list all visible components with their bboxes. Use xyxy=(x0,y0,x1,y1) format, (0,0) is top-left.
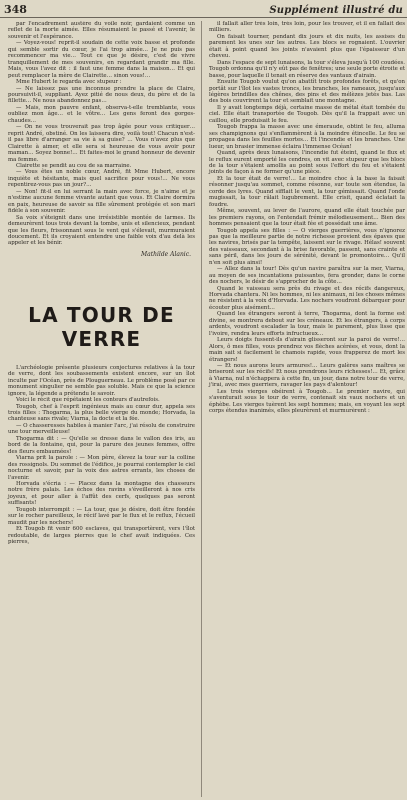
legend-paragraph: Tougob appela ses filles : — O vierges guerrières, vous n'ignorez pas que la meilleure partie de notre richesse provient des épaves que les navires, brisés par la tempête, laissent sur le rivage. Hélas! souvent des vaisseaux, secondant à la brise favorable, passent, sans crainte et sans péril, dans les jours de sérénité, devant le promontoire… Qu'il n'en soit plus ainsi! xyxy=(209,227,405,266)
legend-paragraph: Et la tour était de verre!… Le moindre choc à la base la faisait résonner jusqu'au sommet, comme résonne, sur toute son étendue, la corde des lyres. Quand sifflait le vent, la tour gémissait. Quand l'onde mugissait, la tour râlait lugubrement. Elle crisit, quand éclatait la foudre. xyxy=(209,175,405,208)
left-column xyxy=(0,21,202,797)
story-paragraph: — Non! fit-il en lui serrant la main avec force, je n'aime et je n'estime aucune femme vivante autant que vous. Et Claire dormira en paix, heureuse de savoir sa fille sûrement protégée et son mari fidèle à son souvenir. xyxy=(8,188,195,215)
legend-paragraph: Quand le vaisseau sera près du rivage et des récifs dangereux, Horvada chantera. Ni les hommes, ni les animaux, ni les choses mêmes ne résistent à la voix d'Horvada. Les nochers voudront débarquer pour écouter plus aisément… xyxy=(209,285,405,311)
legend-paragraph: Et Tougob fit venir 600 esclaves, qui transportèrent, vers l'îlot redoutable, de larges pierres que le chef avait indiquées. Ces pierres, xyxy=(8,526,195,546)
legend-paragraph: il fallait aller très loin, très loin, pour les trouver, et il en fallait des milliers. xyxy=(209,21,405,34)
legend-paragraph: Voici le récit que répétaient les conteurs d'autrefois. xyxy=(16,397,160,404)
story-paragraph: — Ne laissez pas une inconnue prendre la place de Claire, poursuivit-il, suppliant. Ayez pitié de nous deux, du père et de la fillette… Ne nous abandonnez pas… xyxy=(8,85,195,105)
page-number: 348 xyxy=(4,3,27,16)
section-title: LA TOUR DE VERRE xyxy=(28,302,175,351)
legend-paragraph: — Allez dans la tour! Dès qu'un navire paraîtra sur la mer, Viarna, au moyen de ses incantations puissantes, fera gronder, dans le corne des nochers, le désir de s'approcher de la côte… xyxy=(209,266,405,286)
publication-title: Supplément illustré du xyxy=(269,5,403,16)
legend-paragraph: Leurs doigts fussent-ils d'airain glisseront sur la paroi de verre!… Alors, ô mes filles, vous prendrez vos flèches acérées, et vous, dont la main sait si facilement le chamois rapide, vous frapperez de mort les étrangers! xyxy=(209,337,405,363)
legend-paragraph: — Et nous aurons leurs armures!… Leurs galères sans maîtres se briseront sur les récifs! Et nous prendrons leurs richesses!… Et, grâce à Viarna, nul n'échappera à cette fin, un jour, dans notre tour de verre, j'irai, avec mes guerriers, ravager les pays d'alentour! xyxy=(209,363,405,389)
right-column xyxy=(202,21,407,797)
legend-paragraph: Il y avait longtemps déjà, certaine masse de métal était tombée du ciel. Elle était transportée de Tougob. Dès qu'il la frappait avec un caillou, elle produisait le feu. xyxy=(209,104,405,124)
legend-paragraph: Quand les étrangers seront à terre, Thogarma, dont la forme est divine, se montrera debout sur les créneaux. Et les étrangers, à corps ardents, voudront escalader la tour, mais le parement, plus lisse que l'ivoire, rendra leurs efforts infructueux… xyxy=(209,311,405,337)
legend-paragraph: Ensuite Tougob voulut qu'on abattît trois profondes forêts, et qu'on portât sur l'îlot les vastes troncs, les branches, les rameaux, jusqu'aux légères brindilles des chênes, des pins et des mélèzes jetés bas. Las des bois couvrirent la tour et semblait une montagne. xyxy=(209,79,405,105)
story-paragraph: Sa voix s'éteignit dans une irrésistible montée de larmes. Ils demeurèrent tous trois devant la tombe, unis et silencieux, pendant que les fleurs, frissonnant sous le vent qui s'élevait, murmuraient doucement. Et ils croyaient entendre une faible voix d'au delà les appeler et les bénir. xyxy=(8,214,195,247)
page-header xyxy=(0,0,407,18)
legend-paragraph: Dans l'espace de sept lunaisons, la tour s'éleva jusqu'à 100 coudées. Tougob ordonna qu'il n'y eût pas de fenêtres; une seule porte étroite et basse, pour laquelle il tenait en réserve des vantaux d'airain. xyxy=(209,59,405,79)
story-paragraph: Mme Hubert le regarda avec stupeur : xyxy=(16,79,122,86)
legend-paragraph: Tougob frappa la masse avec une émeraude, obtint le feu, alluma ses champignons qui s'enflammèrent à la moindre étincelle. Le feu se propagea dans les feuilles mortes… Et l'incendie et les branches. Une lueur, un brasier immense éclaira l'immense Océan! xyxy=(209,124,405,150)
legend-paragraph: Viarna prit la parole : — Mon père, élevez la tour sur la colline des rossignols. Du sommet de l'édifice, je pourrai contempler le ciel nocturne et savoir, par la voix des astres errants, les choses de l'avenir. xyxy=(8,455,195,481)
story-paragraph: Clairette se pendit au cou de sa marraine. xyxy=(16,162,132,169)
author-signature: Mathilde Alanic. xyxy=(140,250,191,258)
legend-paragraph: On faisait tourner, pendant dix jours et dix nuits, les assises du parement les unes sur les autres. Les blocs se rognaient. L'ouvrier était à point quand les joints n'avaient plus que l'épaisseur d'un cheveu. xyxy=(209,33,405,60)
story-paragraph: — Mais, mon pauvre enfant, observa-t-elle tremblante, vous oubliez mon âge… et le vôtre… Les gens feront des gorges-chaudes… xyxy=(8,104,195,124)
legend-paragraph: Même, souvent, au lever de l'aurore, quand elle était touchée par les premiers rayons, on l'entendait frémir mélodieusement… Bien des hommes pensaient que la tour était fée et possédait une âme. xyxy=(209,208,405,228)
legend-paragraph: Quand, après deux lunaisons, l'incendie fut éteint, quand le flux et le reflux eurent emporté les cendres, on vit avec stupeur que les blocs de la tour s'étaient amollis au point sous l'effort du feu et s'étaient joints de façon à ne former qu'une pièce. xyxy=(209,150,405,176)
story-paragraph: — On ne vous trouverait pas trop âgée pour vous critiquer… reprit André, obstiné. On les laissera dire, voilà tout! Chacun n'est-il pas libre d'arranger sa vie à sa guise? … Vous n'avez plus que Clairette à aimer, et elle sera si heureuse de vous avoir pour maman… Soyez bonne!… Et faites-moi le grand honneur de devenir ma femme. xyxy=(8,124,195,163)
story-paragraph: par l'encadrement austère du voile noir, gardaient comme un reflet de la morte aimée. Elles résumaient le passé et l'avenir, le souvenir et l'espérance. xyxy=(8,21,195,40)
legend-paragraph: Horvada s'écria : — Placez dans la montagne des chasseurs notre frère palais. Les échos des ravins s'éveilleront à nos cris joyeux, et pour aller à l'affût des cerfs, quelques pas seront suffisants! xyxy=(8,481,195,507)
legend-paragraph: Tougob interrompit : — La tour, que je désire, doit être fondée sur le rocher pareilleux, le récif lavé par le flux et le reflux, l'écueil maudit par les nochers! xyxy=(8,506,195,526)
legend-paragraph: L'archéologie présente plusieurs conjectures relatives à la tour de verre, dont les soubassements existent encore, sur un îlot inculte par l'Océan, près de Plouguerneau. Le problème posé par ce monument singulier ne semble pas soluble. Mais ce que la science ignore, la légende a prétendu le savoir. xyxy=(8,364,195,397)
story-paragraph: — Vous êtes un noble cœur, André, fit Mme Hubert, encore inquiète et hésitante, mais quel sacrifice pour vous!… Ne vous repentirez-vous pas un jour?… xyxy=(8,169,195,189)
legend-paragraph: Les trois vierges obéirent à Tougob… Le premier navire, qui s'aventurait sous le tour de verre, contenait six vaux nochers et un éphèbe. Les vierges tuèrent les sept hommes; mais, en voyant les sept corps étendus inanimés, elles pleurèrent et murmurèrent : xyxy=(209,388,405,415)
legend-paragraph: — O chasseresses habiles à manier l'arc, j'ai résolu de construire une tour merveilleuse! xyxy=(8,422,195,436)
story-continuation xyxy=(8,21,195,247)
article-columns xyxy=(0,21,407,797)
story-paragraph: — Voyez-vous! reprit-il soudain de cette voix basse et profonde qui semble sortir du cœur, je l'ai trop aimée… Je ne puis pas recommencer ma vie… Tout ce que je désire, c'est de vivre tranquillement de mes souvenirs, en regardant grandir ma fille. Mais, vous l'avez dit : il faut une femme dans la maison… Et qui peut remplacer la mère de Clairette… sinon vous!… xyxy=(8,40,195,79)
legend-article xyxy=(8,365,195,546)
legend-paragraph: Thogarma dit : — Qu'elle se dresse dans le vallon des iris, au bord de la fontaine, qui, pour la parure des jeunes femmes, offre des fleurs embaumées! xyxy=(8,435,195,455)
legend-paragraph: Tougob, chef à l'esprit ingénieux mais au cœur dur, appela ses trois filles : Thogarma, la plus belle vierge du monde; Horvada, la chanteuse sans rivale; Viarna, la docte et la fée. xyxy=(8,403,195,423)
